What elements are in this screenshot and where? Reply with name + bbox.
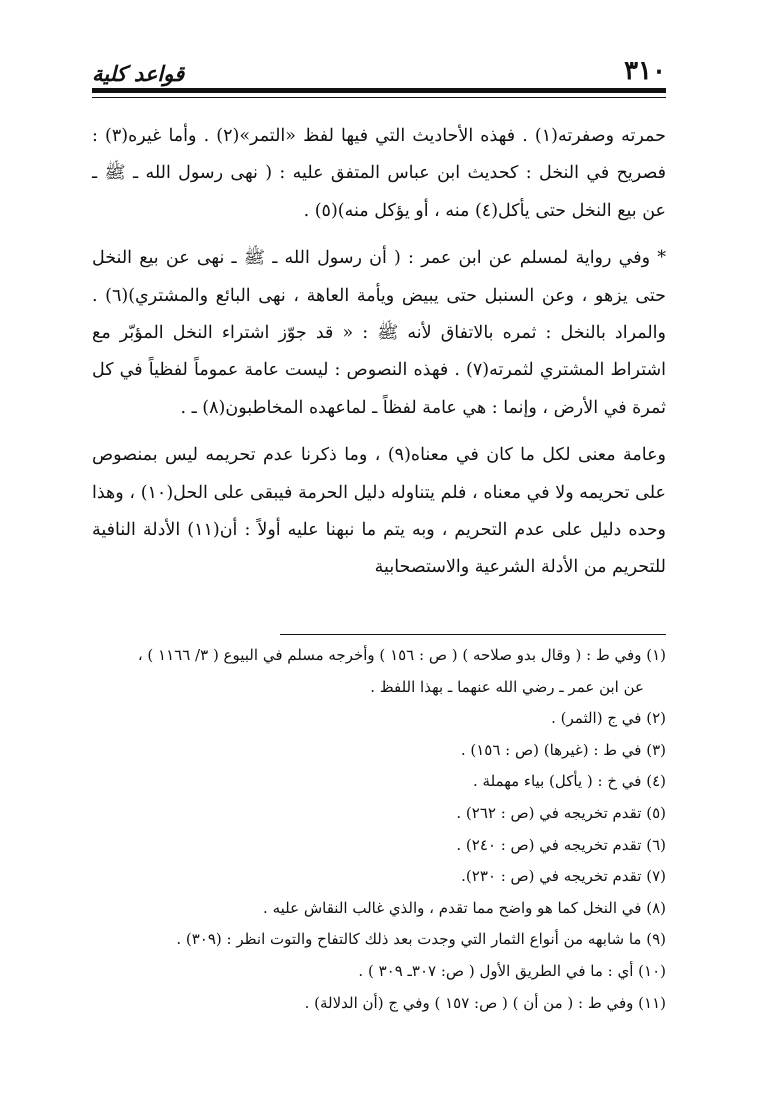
page-number: ٣١٠	[624, 56, 666, 86]
footnote: (٦) تقدم تخريجه في (ص : ٢٤٠) .	[456, 835, 666, 854]
footnote-continuation: عن ابن عمر ـ رضي الله عنهما ـ بهذا اللفظ .	[370, 677, 644, 696]
footnotes	[92, 640, 666, 1019]
footnote: (٤) في خ : ( يأكل) بياء مهملة .	[473, 772, 666, 791]
footnote: (١) وفي ط : ( وقال بدو صلاحه ) ( ص : ١٥٦ ) وأخرجه مسلم في البيوع ( ٣/ ١١٦٦ ) ،	[137, 646, 666, 664]
paragraph: حمرته وصفرته(١) . فهذه الأحاديث التي فيها لفظ «التمر»(٢) . وأما غيره(٣) : فصريح في النخل : كحديث ابن عباس المتفق عليه : ( نهى رسول الله ـ ﷺ ـ عن بيع النخل حتى يأكل(٤) منه ، أو يؤكل منه)(٥) .	[92, 126, 666, 221]
footnote: (٨) في النخل كما هو واضح مما تقدم ، والذي غالب النقاش عليه .	[263, 898, 666, 917]
running-title: قواعد كلية	[92, 61, 185, 86]
footnote: (٣) في ط : (غيرها) (ص : ١٥٦) .	[460, 740, 666, 759]
page-header	[92, 52, 666, 86]
footnote: (٧) تقدم تخريجه في (ص : ٢٣٠).	[461, 867, 666, 886]
main-text	[92, 118, 666, 587]
header-rule-thin	[92, 97, 666, 98]
footnote: (٢) في ج (الثمر) .	[551, 709, 666, 728]
footnote: (٥) تقدم تخريجه في (ص : ٢٦٢) .	[456, 803, 666, 822]
paragraph: وعامة معنى لكل ما كان في معناه(٩) ، وما ذكرنا عدم تحريمه ليس بمنصوص على تحريمه ولا في معناه ، فلم يتناوله دليل الحرمة فيبقى على الحل(١٠) ، وهذا وحده دليل على عدم التحريم ، وبه يتم ما نبهنا عليه أولاً : أن(١١) الأدلة النافية للتحريم من الأدلة الشرعية والاستصحابية	[92, 445, 667, 578]
footnote: (٩) ما شابهه من أنواع الثمار التي وجدت بعد ذلك كالتفاح والتوت انظر : (٣٠٩) .	[176, 930, 666, 949]
footnote: (١١) وفي ط : ( من أن ) ( ص: ١٥٧ ) وفي ج (أن الدلالة) .	[304, 993, 666, 1012]
paragraph: * وفي رواية لمسلم عن ابن عمر : ( أن رسول الله ـ ﷺ ـ نهى عن بيع النخل حتى يزهو ، وعن السنبل حتى يبيض ويأمة العاهة ، نهى البائع والمشتري)(٦) . والمراد بالنخل : ثمره بالاتفاق لأنه ﷺ : « قد جوّز اشتراء النخل المؤبّر مع اشتراط المشتري لثمرته(٧) . فهذه النصوص : ليست عامة عموماً لفظياً في كل ثمرة في الأرض ، وإنما : هي عامة لفظاً ـ لماعهده المخاطبون(٨) ـ .	[92, 248, 666, 418]
header-rule-thick	[92, 88, 666, 93]
footnote: (١٠) أي : ما في الطريق الأول ( ص: ٣٠٧ـ ٣٠٩ ) .	[358, 961, 666, 980]
footnote-separator	[280, 634, 666, 635]
